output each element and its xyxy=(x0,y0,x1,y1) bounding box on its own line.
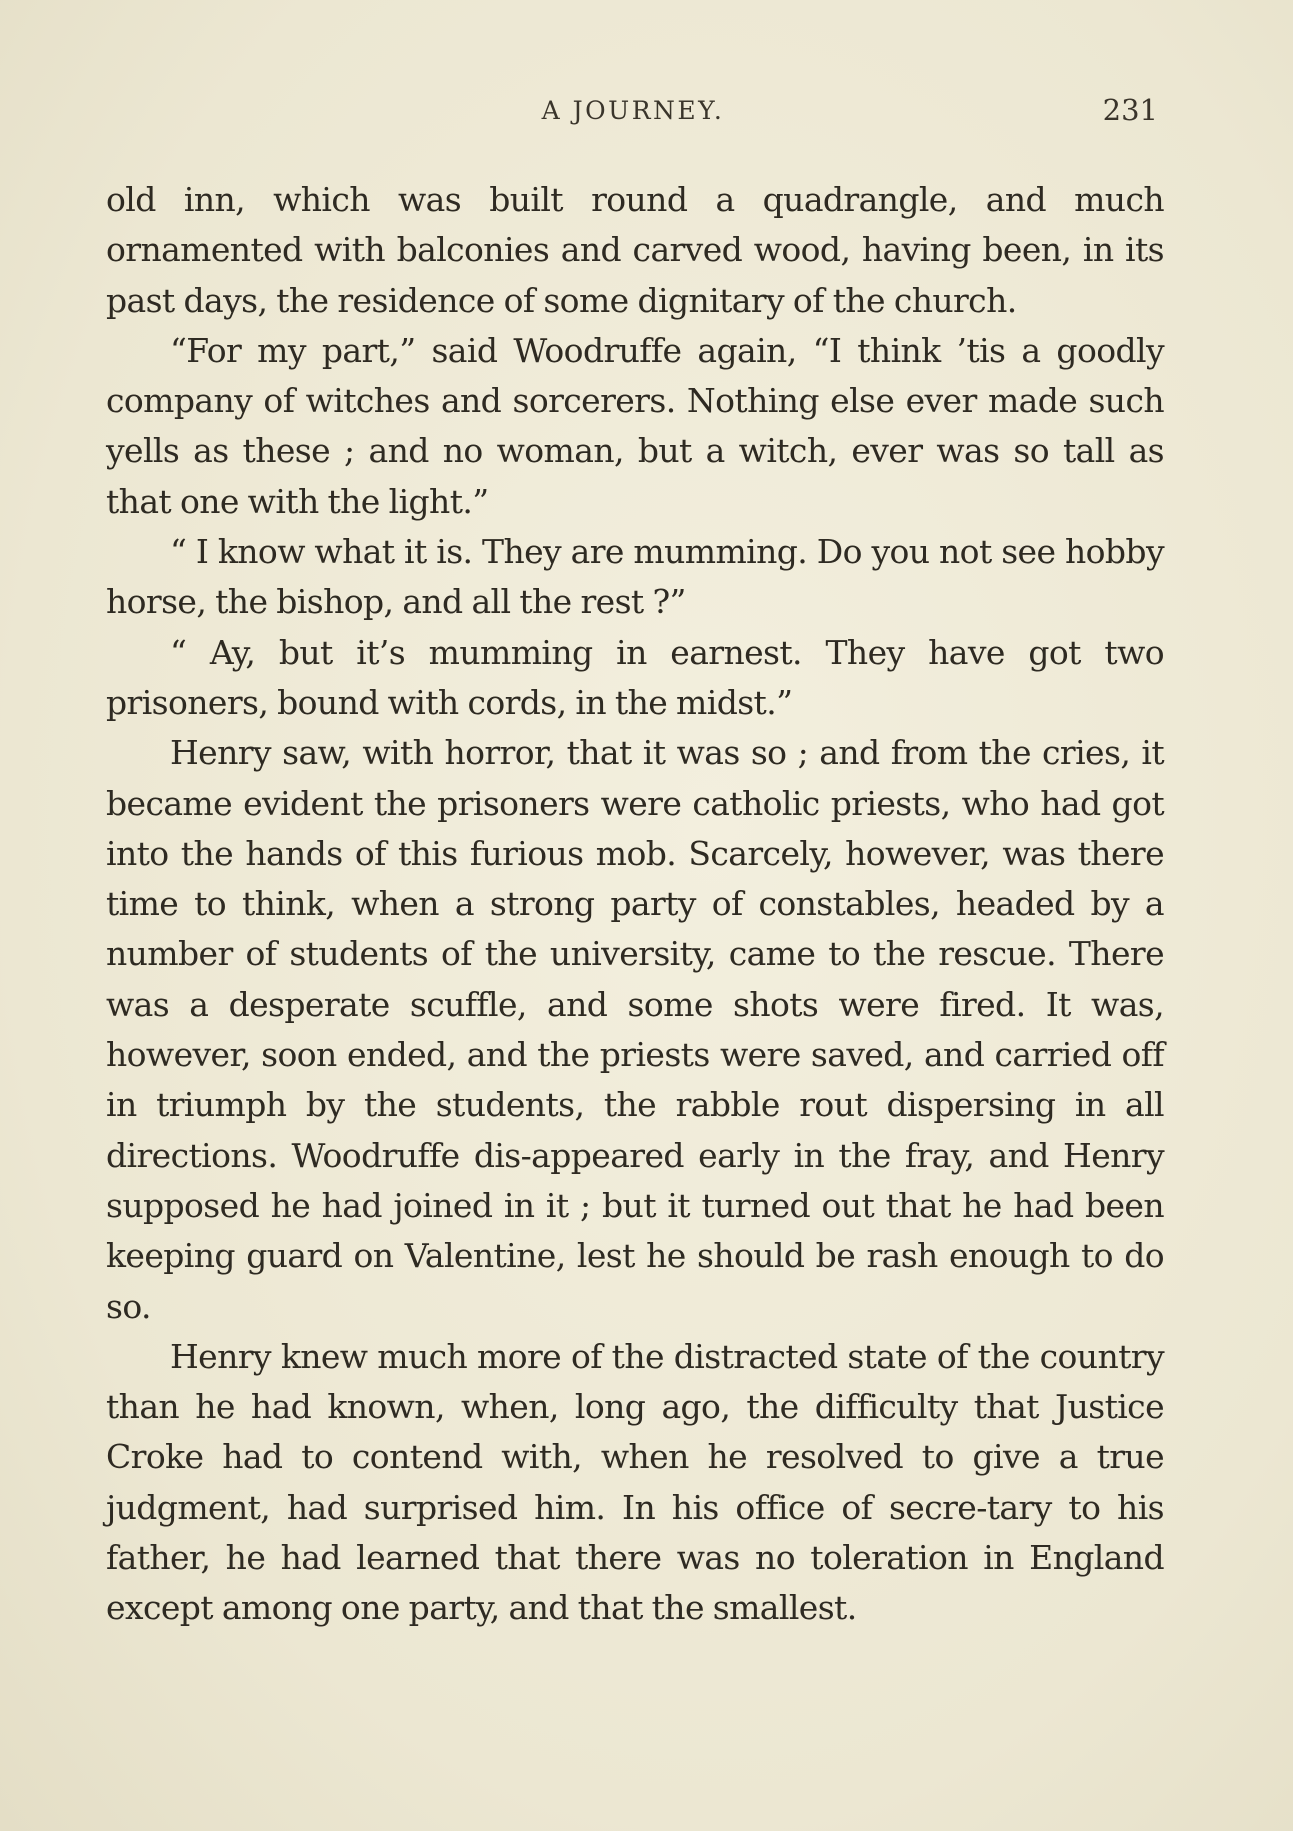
paragraph: Henry saw, with horror, that it was so ; and from the cries, it became evident the prisoners were catholic priests, who had got into the hands of this furious mob. Scarcely, however, was there time to think, when a strong party of constables, headed by a number of students of the university, came to the rescue. There was a desperate scuffle, and some shots were fired. It was, however, soon ended, and the priests were saved, and carried off in triumph by the students, the rabble rout dispersing in all directions. Woodruffe dis-appeared early in the fray, and Henry supposed he had joined in it ; but it turned out that he had been keeping guard on Valentine, lest he should be rash enough to do so. xyxy=(106,733,1164,1326)
paragraph: old inn, which was built round a quadrangle, and much ornamented with balconies and carved wood, having been, in its past days, the residence of some dignitary of the church. xyxy=(106,180,1164,320)
page-number: 231 xyxy=(1102,93,1158,127)
running-header xyxy=(108,93,1158,136)
paragraph: “For my part,” said Woodruffe again, “I think ’tis a goodly company of witches and sorcerers. Nothing else ever made such yells as these ; and no woman, but a witch, ever was so tall as that one with the light.” xyxy=(106,330,1164,521)
paragraph: “ Ay, but it’s mumming in earnest. They have got two prisoners, bound with cords, in the midst.” xyxy=(106,632,1164,722)
running-title: A JOURNEY. xyxy=(541,96,725,125)
body-text xyxy=(106,175,1164,1634)
paragraph: “ I know what it is. They are mumming. Do you not see hobby horse, the bishop, and all the rest ?” xyxy=(106,532,1164,622)
paragraph: Henry knew much more of the distracted state of the country than he had known, when, long ago, the difficulty that Justice Croke had to contend with, when he resolved to give a true judgment, had surprised him. In his office of secre-tary to his father, he had learned that there was no toleration in England except among one party, and that the smallest. xyxy=(106,1336,1164,1628)
